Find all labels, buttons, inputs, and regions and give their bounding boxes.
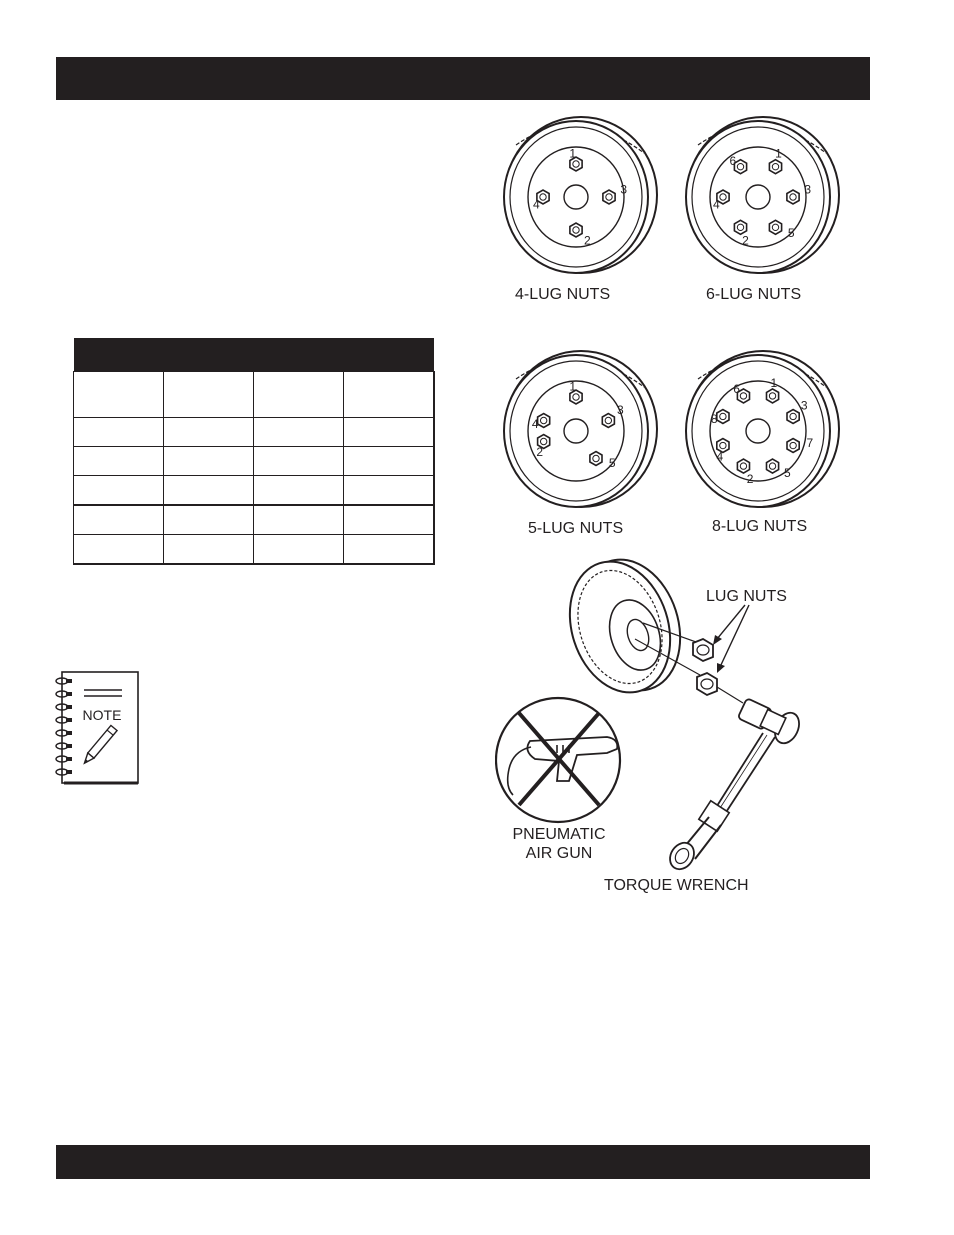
table-row	[74, 535, 435, 565]
table-row	[74, 447, 435, 476]
no-air-gun-icon	[496, 698, 620, 822]
lug-number-label: 3	[620, 182, 628, 197]
lug-nut-icon	[697, 673, 717, 695]
lug-nut-icon	[787, 190, 799, 204]
torque-wrench-label: TORQUE WRENCH	[604, 877, 749, 894]
lug-nut-icon	[602, 414, 614, 428]
lug-number-label: 7	[806, 435, 814, 450]
header-bar	[56, 57, 870, 100]
caption-4-lug: 4-LUG NUTS	[515, 286, 611, 303]
caption-5-lug: 5-LUG NUTS	[528, 520, 624, 537]
lug-number-label: 1	[569, 379, 577, 394]
lug-nut-icon	[734, 220, 746, 234]
lug-nut-icon	[767, 459, 779, 473]
table-cell	[344, 372, 435, 418]
table-cell	[254, 372, 344, 418]
lug-number-label: 5	[787, 225, 795, 240]
lug-number-label: 4	[716, 449, 724, 464]
lug-number-label: 2	[746, 471, 754, 486]
lug-nut-icon	[570, 223, 582, 237]
lug-number-label: 4	[712, 197, 720, 212]
lug-nut-icon	[769, 220, 781, 234]
wheel-5-lug	[498, 344, 668, 514]
caption-8-lug: 8-LUG NUTS	[712, 518, 808, 535]
lug-number-label: 1	[775, 146, 782, 161]
wheel-4-lug	[498, 110, 668, 280]
lug-number-label: 2	[583, 233, 591, 248]
torque-wrench-icon	[665, 698, 804, 874]
lug-number-label: 3	[616, 403, 624, 418]
lug-nut-icon	[693, 639, 713, 661]
table-row	[74, 476, 435, 506]
lug-number-label: 5	[608, 455, 616, 470]
wheel-8-lug	[680, 344, 850, 514]
lug-number-label: 5	[784, 466, 791, 481]
lug-nuts-callout: LUG NUTS	[706, 588, 787, 605]
air-gun-label	[500, 825, 618, 863]
lug-nut-icon	[769, 160, 781, 174]
table-row	[74, 505, 435, 535]
lug-nut-icon	[717, 410, 729, 424]
lug-nut-icon	[590, 452, 602, 466]
footer-bar	[56, 1145, 870, 1179]
lug-number-label: 8	[710, 412, 718, 427]
table-row	[74, 418, 435, 447]
notebook-pencil-icon	[54, 668, 140, 786]
lug-number-label: 6	[729, 154, 737, 169]
lug-number-label: 1	[569, 146, 577, 161]
air-gun-label-line1: PNEUMATIC	[512, 826, 606, 843]
lug-number-label: 3	[800, 398, 808, 413]
air-gun-label-line2: AIR GUN	[525, 845, 593, 862]
lug-nut-icon	[734, 160, 746, 174]
lug-nut-icon	[787, 410, 799, 424]
lug-nut-icon	[767, 389, 779, 403]
lug-number-label: 2	[536, 444, 544, 459]
lug-number-label: 4	[531, 417, 539, 432]
lug-number-label: 6	[733, 381, 740, 396]
lug-number-label: 3	[804, 182, 812, 197]
caption-6-lug: 6-LUG NUTS	[706, 286, 802, 303]
lug-number-label: 4	[532, 197, 540, 212]
lug-nut-icon	[603, 190, 615, 204]
table-cell	[74, 372, 164, 418]
table-cell	[164, 372, 254, 418]
tire-icon	[554, 555, 710, 706]
table-header-band	[74, 338, 435, 372]
note-label: NOTE	[82, 707, 122, 723]
lug-nut-icon	[787, 439, 799, 453]
lug-number-label: 2	[742, 233, 749, 248]
torque-table	[73, 338, 435, 565]
lug-number-label: 1	[770, 376, 778, 391]
wheel-6-lug	[680, 110, 850, 280]
lug-nut-icon	[538, 414, 550, 428]
